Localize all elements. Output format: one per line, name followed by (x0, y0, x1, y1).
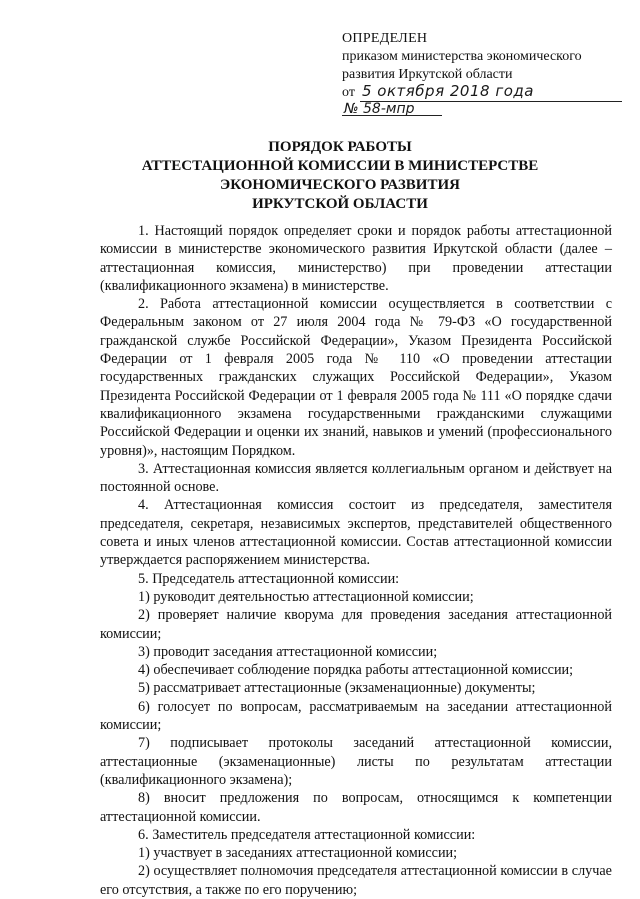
paragraph-5-item-2: 2) проверяет наличие кворума для проведения заседания аттестационной комиссии; (100, 607, 612, 642)
paragraph-6-item-2: 2) осуществляет полномочия председателя аттестационной комиссии в случае его отсутствия, а также по его поручению; (100, 863, 612, 898)
paragraph-6-heading: 6. Заместитель председателя аттестационной комиссии: (138, 826, 476, 843)
approval-heading: ОПРЕДЕЛЕН (342, 31, 428, 46)
handwritten-date: 5 октября 2018 года (362, 82, 534, 100)
paragraph-5-item-5: 5) рассматривает аттестационные (экзаменационные) документы; (138, 680, 536, 697)
paragraph-5-item-4: 4) обеспечивает соблюдение порядка работы аттестационной комиссии; (138, 662, 574, 679)
paragraph-5-heading: 5. Председатель аттестационной комиссии: (138, 570, 400, 587)
paragraph-3: 3. Аттестационная комиссия является коллегиальным органом и действует на постоянной основе. (100, 460, 612, 496)
paragraph-4: 4. Аттестационная комиссия состоит из председателя, заместителя председателя, секретаря, независимых экспертов, представителей общественного совета и иных членов аттестационной комиссии. Состав аттестационной комиссии утверждается распоряжением министерства. (100, 497, 612, 569)
paragraph-2: 2. Работа аттестационной комиссии осуществляется в соответствии с Федеральным законом от 27 июля 2004 года № 79-ФЗ «О государственной гражданской службе Российской Федерации», Указом Президента Российской Федерации от 1 февраля 2005 года № 110 «О проведении аттестации государственных гражданских служащих Российской Федерации», Указом Президента Российской Федерации от 1 февраля 2005 года № 111 «О порядке сдачи квалификационного экзамена государственными гражданскими служащими Российской Федерации и оценки их знаний, навыков и умений (профессионального уровня)», настоящим Порядком. (100, 296, 612, 459)
paragraph-5-item-6: 6) голосует по вопросам, рассматриваемым на заседании аттестационной комиссии; (100, 698, 612, 734)
paragraph-6-item-1: 1) участвует в заседаниях аттестационной комиссии; (138, 845, 458, 862)
paragraph-1: 1. Настоящий порядок определяет сроки и порядок работы аттестационной комиссии в министерстве экономического развития Иркутской области (далее – аттестационная комиссия, министерство) при проведении аттестации (квалификационного экзамена) в министерстве. (100, 223, 612, 294)
approval-line-1: приказом министерства экономического (342, 49, 582, 64)
paragraph-5-item-1: 1) руководит деятельностью аттестационной комиссии; (138, 588, 474, 605)
title-line-2: АТТЕСТАЦИОННОЙ КОМИССИИ В МИНИСТЕРСТВЕ (141, 158, 539, 174)
paragraph-5-item-7: 7) подписывает протоколы заседаний аттестационной комиссии, аттестационные (экзаменационные) листы по результатам аттестации (квалификационного экзамена); (100, 735, 612, 788)
approval-date-prefix: от (342, 85, 355, 100)
document-title (60, 138, 620, 214)
paragraph-5-item-3: 3) проводит заседания аттестационной комиссии; (138, 643, 438, 660)
approval-block (342, 30, 622, 124)
title-line-3: ЭКОНОМИЧЕСКОГО РАЗВИТИЯ (220, 177, 460, 193)
approval-number-line (342, 101, 622, 124)
handwritten-number: № 58-мпр (344, 101, 415, 117)
document-body (100, 222, 612, 899)
paragraph-5-item-8: 8) вносит предложения по вопросам, относящимся к компетенции аттестационной комиссии. (100, 790, 612, 825)
title-line-4: ИРКУТСКОЙ ОБЛАСТИ (252, 196, 428, 212)
title-line-1: ПОРЯДОК РАБОТЫ (268, 139, 412, 155)
approval-line-2: развития Иркутской области (342, 67, 513, 82)
number-underline (342, 115, 442, 116)
